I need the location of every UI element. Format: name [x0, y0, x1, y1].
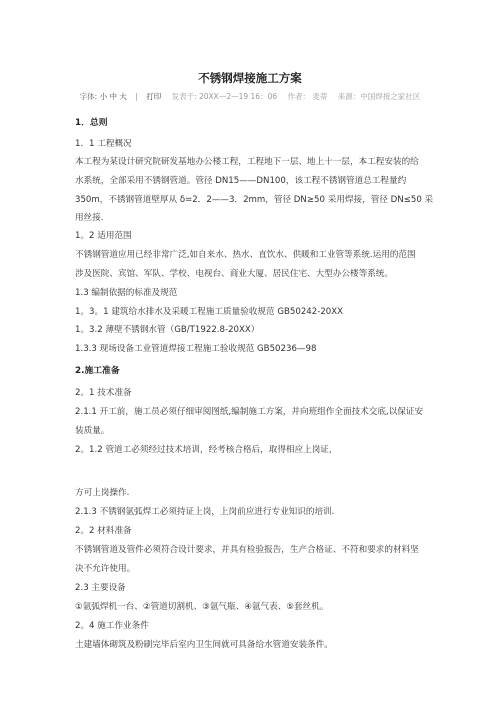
- print-link[interactable]: 打印: [146, 92, 162, 101]
- section-heading: 1．总则: [75, 118, 108, 128]
- paragraph-line: 1.3.3 现场设备工业管道焊接工程施工验收规范 GB50236—98: [75, 344, 317, 354]
- font-large-link[interactable]: 大: [119, 92, 127, 101]
- subsection-heading: 2。2 材料准备: [75, 526, 132, 536]
- author: 作者： 麦蒂: [287, 92, 328, 101]
- meta-bar: [0, 91, 500, 102]
- paragraph-line: 涉及医院、宾馆、军队、学校、电视台、商业大厦、居民住宅、大型办公楼等系统。: [75, 269, 393, 279]
- paragraph-line: 1。3。1 建筑给水排水及采暖工程施工质量验收规范 GB50242-20XX: [75, 307, 344, 317]
- font-small-link[interactable]: 小: [99, 92, 108, 101]
- paragraph-line: 本工程为某设计研究院研发基地办公楼工程，工程地下一层、地上十一层，本工程安装的给: [75, 157, 419, 167]
- paragraph-line: 不锈钢管道及管件必须符合设计要求，并具有检验报告，生产合格证、不符和要求的材料坚: [75, 545, 419, 555]
- paragraph-line: 350m，不锈钢管道壁厚从 δ=2．2——3．2mm，管径 DN≥50 采用焊接，管径 DN≤50 采: [75, 195, 434, 205]
- meta-separator: |: [135, 92, 138, 101]
- publish-date: 发表于: 20XX—2—19 16：06: [171, 92, 278, 101]
- subsection-heading: 2。4 施工作业条件: [75, 621, 149, 631]
- subsection-heading: 2。1 技术准备: [75, 388, 132, 398]
- source: 来源：中国焊接之家社区: [337, 92, 421, 101]
- paragraph-line: 2.1.3 不锈钢氩弧焊工必须持证上岗，上岗前应进行专业知识的培训.: [75, 507, 335, 517]
- paragraph-line: 水系统，全部采用不锈钢管道。管径 DN15——DN100，该工程不锈钢管道总工程量约: [75, 176, 407, 186]
- paragraph-line: 2.1.1 开工前，施工员必须仔细审阅图纸,编制施工方案，并向班组作全面技术交底,以保证安: [75, 407, 424, 417]
- section-heading: 2.施工准备: [75, 366, 120, 376]
- paragraph-line: 用丝接.: [75, 213, 104, 223]
- paragraph-line: 土建墙体砌筑及粉刷完毕后室内卫生间就可具备给水管道安装条件。: [75, 640, 333, 650]
- font-size-label: 字体:: [79, 92, 98, 101]
- paragraph-line: ①氩弧焊机一台、②管道切割机、③氩气瓶、④氩气表、⑤套丝机。: [75, 602, 329, 612]
- font-medium-link[interactable]: 中: [109, 92, 117, 101]
- paragraph-line: 方可上岗操作.: [75, 488, 130, 498]
- subsection-heading: 2.3 主要设备: [75, 583, 126, 593]
- paragraph-line: 装质量。: [75, 426, 110, 436]
- subsection-heading: 1。2 适用范围: [75, 231, 132, 241]
- subsection-heading: 1.3 编制依据的标准及规范: [75, 288, 178, 298]
- paragraph-line: 决不允许使用。: [75, 564, 136, 574]
- doc-title: 不锈钢焊接施工方案: [198, 71, 302, 85]
- paragraph-line: 2。1.2 管道工必须经过技术培训，经考核合格后，取得相应上岗证，: [75, 445, 338, 455]
- paragraph-line: 不锈钢管道应用已经非常广泛,如自来水、热水、直饮水、供暖和工业管等系统.运用的范围: [75, 250, 416, 260]
- paragraph-line: 1。3.2 薄壁不锈钢水管（GB/T1922.8-20XX）: [75, 325, 260, 335]
- subsection-heading: 1．1 工程概况: [75, 139, 132, 149]
